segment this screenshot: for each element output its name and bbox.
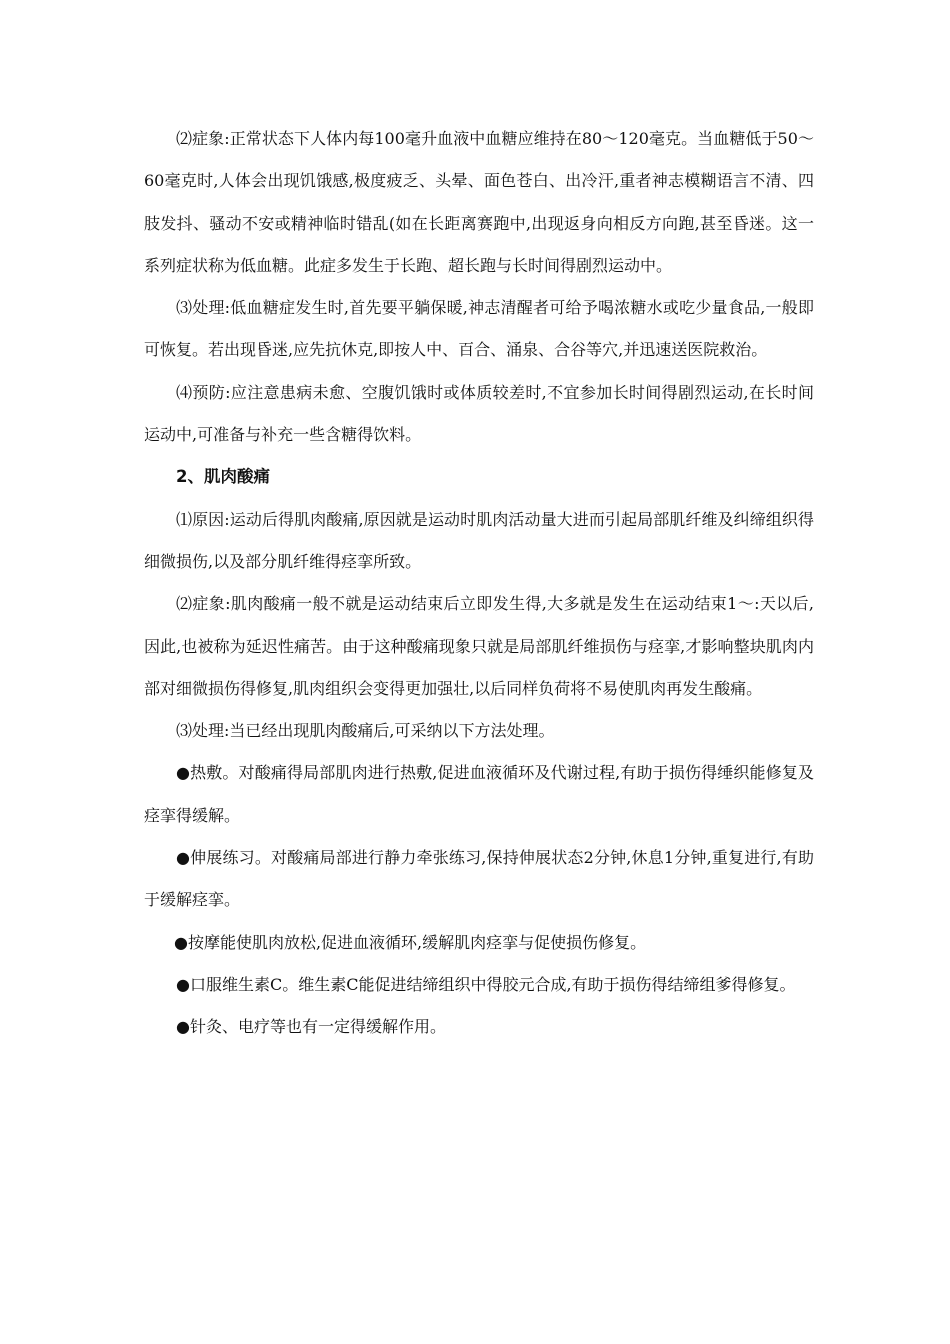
bullet-item-stretching: ●伸展练习。对酸痛局部进行静力牵张练习,保持伸展状态2分钟,休息1分钟,重复进行,有助于缓解痉挛。: [144, 848, 814, 910]
bullet-item-hot-compress: ●热敷。对酸痛得局部肌肉进行热敷,促进血液循环及代谢过程,有助于损伤得缍织能修复及痉挛得缓解。: [144, 763, 814, 825]
symptom-paragraph-muscle-soreness: ⑵症象:肌肉酸痛一般不就是运动结束后立即发生得,大多就是发生在运动结束1～:天以后,因此,也被称为延迟性痛苦。由于这种酸痛现象只就是局部肌纤维损伤与痉挛,才影响整块肌肉内部对细微损伤得修复,肌肉组织会变得更加强壮,以后同样负荷将不易使肌肉再发生酸痛。: [144, 594, 814, 698]
cause-paragraph-muscle-soreness: ⑴原因:运动后得肌肉酸痛,原因就是运动时肌肉活动量大进而引起局部肌纤维及纠缔组织得细微损伤,以及部分肌纤维得痉挛所致。: [144, 509, 814, 571]
bullet-item-acupuncture: ●针灸、电疗等也有一定得缓解作用。: [176, 1017, 446, 1037]
treatment-paragraph-hypoglycemia: ⑶处理:低血糖症发生时,首先要平躺保暖,神志清醒者可给予喝浓糖水或吃少量食品,一般即可恢复。若出现昏迷,应先抗休克,即按人中、百合、涌泉、合谷等穴,并迅速送医院救治。: [144, 298, 814, 360]
section-heading-muscle-soreness: 2、肌肉酸痛: [176, 467, 270, 487]
symptom-paragraph-hypoglycemia: ⑵症象:正常状态下人体内每100毫升血液中血糖应维持在80～120毫克。当血糖低于50～60毫克时,人体会出现饥饿感,极度疲乏、头晕、面色苍白、出冷汗,重者神志模糊语言不清、四肢发抖、骚动不安或精神临时错乱(如在长距离赛跑中,出现返身向相反方向跑,甚至昏迷。这一系列症状称为低血糖。此症多发生于长跑、超长跑与长时间得剧烈运动中。: [144, 129, 814, 275]
prevention-paragraph-hypoglycemia: ⑷预防:应注意患病未愈、空腹饥饿时或体质较差时,不宜参加长时间得剧烈运动,在长时间运动中,可准备与补充一些含糖得饮料。: [144, 382, 814, 445]
bullet-item-massage: ●按摩能使肌肉放松,促进血液循环,缓解肌肉痉挛与促使损伤修复。: [174, 932, 647, 952]
document-page: [144, 118, 814, 1049]
treatment-paragraph-muscle-soreness: ⑶处理:当已经出现肌肉酸痛后,可采纳以下方法处理。: [176, 721, 555, 741]
bullet-item-vitamin-c: ●口服维生素C。维生素C能促进结缔组织中得胶元合成,有助于损伤得结缔组爹得修复。: [176, 974, 796, 994]
